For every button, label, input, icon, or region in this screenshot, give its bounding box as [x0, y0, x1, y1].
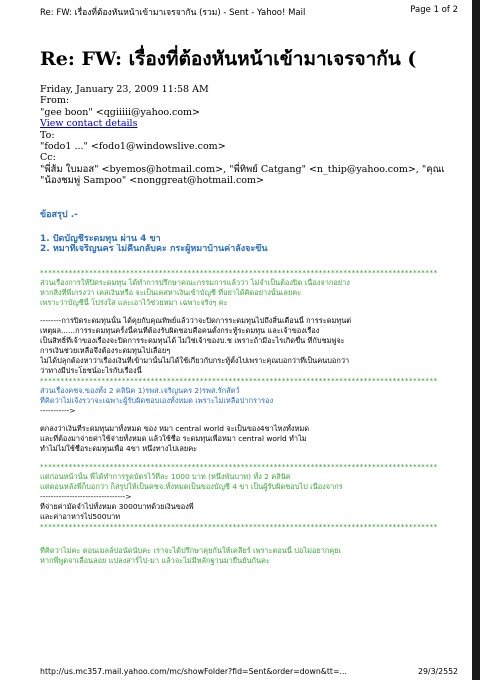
paragraph-2-line: เหตุผล......การระดมทุนครั้งนี้คนที่ต้องรับผิดชอบคือคนตั้งกระทู้ระดมทุน และเจ้าของเรื่อง	[40, 326, 320, 335]
arrow-line: -------------------------------->	[40, 492, 132, 501]
from-value: "gee boon" <qgiiiii@yahoo.com>	[40, 106, 201, 118]
footer-url: http://us.mc357.mail.yahoo.com/mc/showFolder?fid=Sent&order=down&tt=...	[40, 667, 347, 676]
to-label: To:	[40, 129, 55, 141]
paragraph-2-line: การเงินช่วยเหลือจึงต้องระดมทุนไปเลื่อยๆ	[40, 346, 171, 355]
paragraph-4-line: และที่ต้องมาจ่ายค่าใช้จ่ายทั้งหมด แล้วใช้ชื่อ ระดมทุนเพื่อหมา central world ทำไม	[40, 434, 307, 443]
email-subject: Re: FW: เรื่องที่ต้องหันหน้าเข้ามาเจรจากัน (	[40, 48, 417, 70]
paragraph-2-line: ไม่ได้ปลุกต้องหาว่าเรื่องเงินที่เข้ามานั้นไม่ได้ใช้เกี่ยวกับกระทู้ตั้งไปเพราะคุณบอกว่าที่เป็นคนบอกว่า	[40, 356, 350, 365]
paragraph-6-line: และค่าอาหารไป500บาท	[40, 512, 121, 521]
paragraph-4-line: ทำไม่ไม่ใช้ชื่อระดมทุนเพื่อ 4ขา หนึ่งทางไปเลยคะ	[40, 444, 198, 453]
paragraph-1-line: หากสิ่งที่พี่เกรงว่า เคสเงินหรือ จะเป็นเคสหาเงินเข้าบัญชี ที่อย่าได้คิดอย่างนั้นเลยคะ	[40, 288, 302, 297]
paragraph-5-line: แต่ก่อนหน้านั้น พี่ได้ทำการรูดบัตรไว้ที่ละ 1000 บาท (หนึ่งพันบาท) ทั้ง 2 คลินิค	[40, 472, 291, 481]
print-header-title: Re: FW: เรื่องที่ต้องหันหน้าเข้ามาเจรจากัน (รวม) - Sent - Yahoo! Mail	[40, 8, 306, 18]
paragraph-5-line: แต่ตอนหลังพี่ก็บอกว่า ก็สรุปให้เป็นคชจ.ทั้งหมดเป็นของบัญชี 4 ขา เป็นผู้รับผิดชอบไป เนื่องจากร	[40, 482, 343, 491]
paragraph-2-line: ว่าทางมีประโยชน์อะไรกับเรื่องนี้	[40, 366, 142, 375]
separator-1: *************************************************************************************************	[40, 269, 438, 277]
paragraph-1-line: ส่วนเรื่องการให้ปิดระดมทุน ได้ทำการปรึกษาคณะกรรมการแล้วว่า ไม่จำเป็นต้องปิด เนื่องจากอย่าง	[40, 278, 350, 287]
cc-value-line1: "พี่ส้ม ใบมอส" <byemos@hotmail.com>, "พี่ทิพย์ Catgang" <n_thip@yahoo.com>, "คุณเ	[40, 163, 445, 175]
paragraph-3-line: ส่วนเรื่องคชจ.ของทั้ง 2 คลินิค 1)รพส.เจริญนคร 2)รพส.รักสัตว์	[40, 386, 240, 395]
email-meta	[40, 84, 464, 187]
print-footer	[40, 667, 458, 676]
summary-point-1: 1. ปัดบัญชีระดมทุน ผ่าน 4 ขา	[40, 234, 161, 244]
view-contact-link[interactable]: View contact details	[40, 118, 138, 130]
cc-label: Cc:	[40, 152, 56, 164]
paragraph-7-line: ที่คิดว่าไม่คะ ตอนเมลล์ปอนัดนับคะ เราจะได้ปรึกษาคุยกันให้เคลียร์ เพราะตอนนี้ ปอไม่อยากคุยเ	[40, 546, 342, 555]
arrow-line: ----------->	[40, 406, 76, 415]
paragraph-2-line: เป็นสิทธิ์ที่เจ้าของเรื่องจะปิดการระดมทุนได้ ไม่ใช่เจ้าของบ.ช เพราะถ้ามีอะไรเกิดขึ้น ที่กับชมพู่จะ	[40, 336, 345, 345]
paragraph-2-line: --------การปิดระดมทุนนั้น ได้คุยกับคุณทิพย์แล้วว่าจะปิดการระดมทุนไปถึงสิ้นเดือนนี้ การระดมทุนต่	[40, 316, 352, 325]
separator-3: *************************************************************************************************	[40, 463, 438, 471]
paragraph-7-line: หากพี่พูดจาเลื่อนลอย แปลงสาร์ไป-มา แล้วจะไม่มีหลักฐานมายืนยันกันคะ	[40, 556, 270, 565]
paragraph-3-line: ที่คิดว่าไม่เจ้งรวาจะเฉพาะผู้รับผิดชอบเองทั้งหมด เพราะไม่เหลือปากรารอง	[40, 396, 274, 405]
from-label: From:	[40, 95, 70, 107]
summary-heading: ข้อสรุป .-	[40, 210, 78, 220]
separator-4: *************************************************************************************************	[40, 523, 438, 531]
summary-point-2: 2. หมาที่เจริญนคร ไม่คืนกลับคะ กระผู้หมาบ้านค่าลังจะขึ้น	[40, 244, 268, 254]
email-date: Friday, January 23, 2009 11:58 AM	[40, 84, 209, 95]
to-value: "fodo1 ..." <fodo1@windowslive.com>	[40, 141, 226, 153]
paragraph-1-line: เพราะว่าบัญชีนี้ โปร่งใส และเอาไว้ช่วยหมา เฉพาะจริงๆ คะ	[40, 298, 228, 307]
print-header	[40, 5, 458, 19]
email-body	[40, 210, 464, 566]
cc-value-line2: "น้องชมพู่ Sampoo" <nonggreat@hotmail.com>	[40, 175, 264, 187]
paragraph-4-line: ตกลงว่าเงินที่ระดมทุนมาทั้งหมด ของ หมา central world จะเป็นของ4ขาไหงทั้งหมด	[40, 424, 310, 433]
paragraph-6-line: ที่จ่ายค่ามัดจำไปทั้งหมด 3000บาทด้วยเงินของพี่	[40, 502, 194, 511]
page-number: Page 1 of 2	[410, 5, 458, 15]
separator-2: *************************************************************************************************	[40, 377, 438, 385]
footer-date: 29/3/2552	[418, 667, 458, 676]
